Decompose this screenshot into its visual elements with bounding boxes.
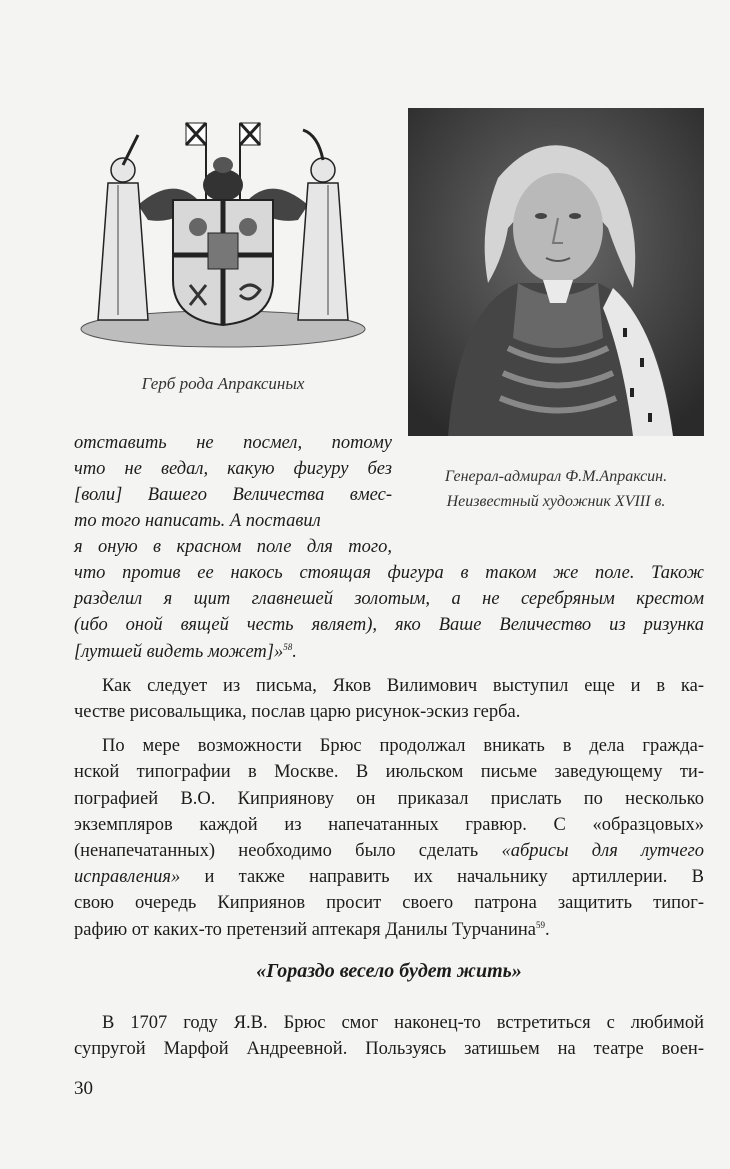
portrait-caption-line2: Неизвестный художник XVIII в. bbox=[446, 493, 666, 510]
coat-of-arms-caption: Герб рода Апраксиных bbox=[141, 374, 305, 393]
paragraph-line: По мере возможности Брюс продолжал вникать в дела гражда- bbox=[102, 736, 704, 757]
paragraph-line: Как следует из письма, Яков Вилимович выступил еще и в ка- bbox=[102, 675, 704, 696]
paragraph-line-italic: исправления» bbox=[74, 867, 181, 888]
paragraph-line bbox=[74, 838, 704, 864]
quote-line: (ибо оной вящей честь являет), яко Ваше Величество из ризунка bbox=[74, 615, 704, 636]
paragraph-line bbox=[74, 864, 704, 890]
coat-of-arms-image bbox=[78, 115, 368, 350]
footnote-ref: 58 bbox=[283, 641, 293, 652]
quote-line: я оную в красном поле для того, bbox=[74, 537, 392, 557]
paragraph-line-italic: «абрисы для лутчего bbox=[501, 841, 704, 862]
paragraph-end: . bbox=[544, 919, 550, 940]
paragraph-line-part: рафию от каких-то претензий аптекаря Данилы Турчанина bbox=[74, 919, 536, 940]
quote-line: что против ее накось стоящая фигура в таком же поле. Також bbox=[74, 563, 704, 583]
paragraph-line: В 1707 году Я.В. Брюс смог наконец-то встретиться с любимой bbox=[102, 1013, 704, 1033]
page-number: 30 bbox=[74, 1078, 93, 1099]
quote-line: что не ведал, какую фигуру без bbox=[74, 459, 392, 479]
paragraph-line: супругой Марфой Андреевной. Пользуясь затишьем на театре воен- bbox=[74, 1039, 704, 1060]
paragraph-line: экземпляров каждой из напечатанных гравюр. С «образцовых» bbox=[74, 814, 704, 835]
paragraph-line bbox=[74, 917, 704, 943]
paragraph-1 bbox=[74, 673, 704, 725]
paragraph-line-part: (ненапечатанных) необходимо было сделать bbox=[74, 841, 502, 862]
paragraph-line: нской типографии в Москве. В июльском письме заведующему ти- bbox=[74, 762, 704, 783]
quote-line: [воли] Вашего Величества вмес- bbox=[74, 485, 392, 505]
quote-line: разделил я щит главнешей золотым, а не серебряным крестом bbox=[74, 589, 704, 610]
footnote-ref: 59 bbox=[535, 919, 545, 930]
quote-last-line bbox=[74, 639, 704, 665]
paragraph-line: пографией В.О. Киприянову он приказал прислать по несколько bbox=[74, 788, 704, 809]
quote-line: то того написать. А поставил bbox=[74, 511, 321, 531]
quote-narrow-block bbox=[74, 430, 392, 560]
paragraph-2 bbox=[74, 733, 704, 943]
paragraph-line: честве рисовальщика, послав царю рисунок-эскиз герба. bbox=[74, 702, 521, 723]
quote-line: отставить не посмел, потому bbox=[74, 433, 392, 453]
paragraph-line: свою очередь Киприянов просит своего патрона защитить типог- bbox=[74, 893, 704, 914]
section-heading: «Гораздо весело будет жить» bbox=[256, 960, 522, 982]
body-text bbox=[74, 560, 704, 943]
portrait-caption-line1: Генерал-адмирал Ф.М.Апраксин. bbox=[444, 468, 668, 485]
quote-last-end: . bbox=[292, 641, 297, 662]
quote-last-text: [лутшей видеть может]» bbox=[74, 641, 284, 662]
paragraph-line-part: и также направить их начальнику артиллерии. В bbox=[180, 867, 704, 888]
portrait-caption bbox=[400, 464, 712, 514]
portrait-image bbox=[408, 108, 704, 436]
paragraph-3 bbox=[74, 1010, 704, 1062]
